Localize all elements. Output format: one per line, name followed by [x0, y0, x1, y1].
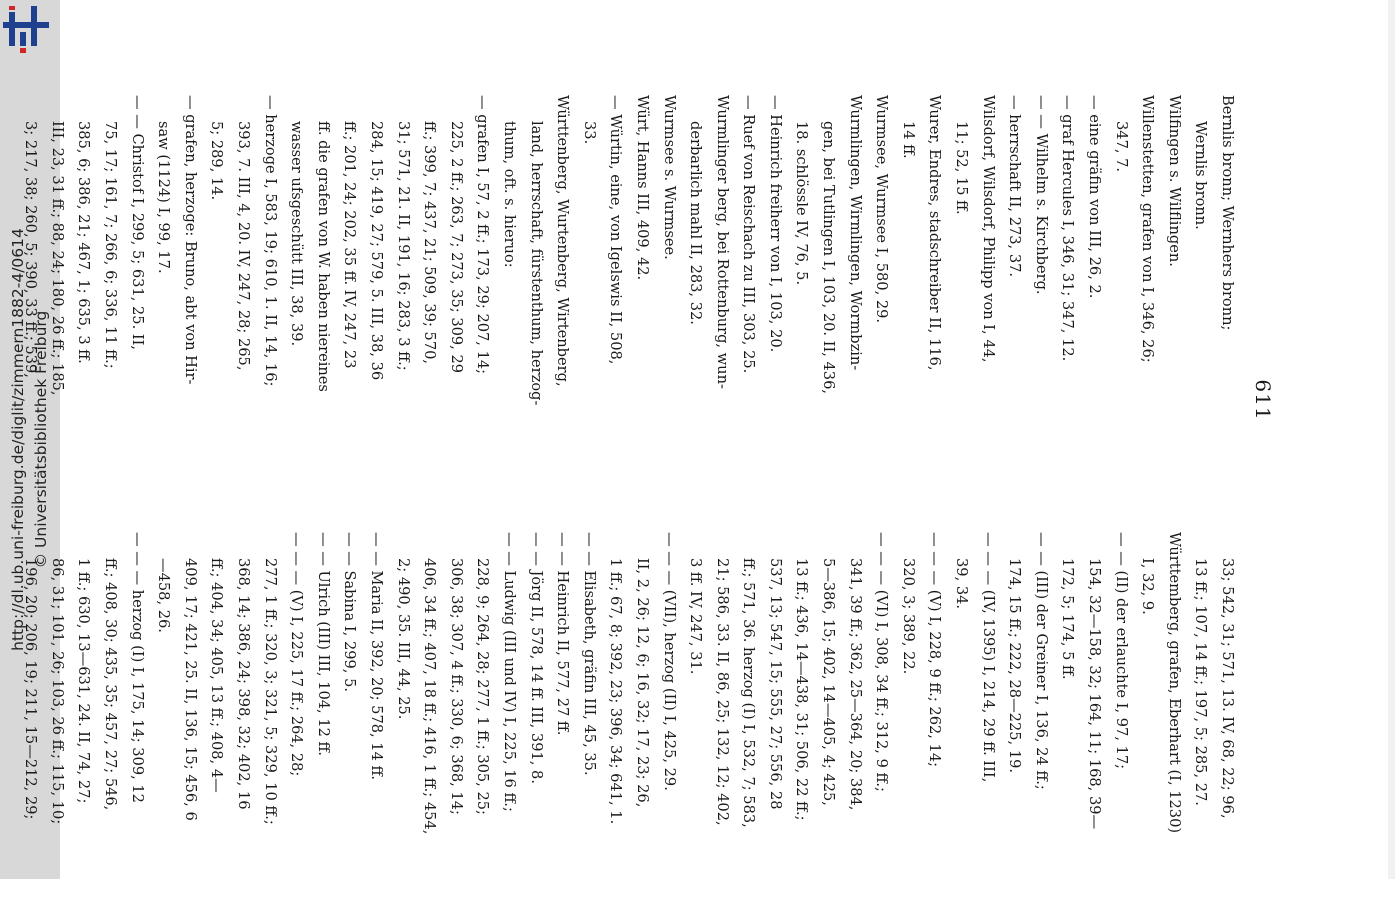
- index-line: — Würtin, eine, von Igelswis II, 508,: [607, 95, 625, 365]
- index-line: — eine gräfin von III, 26, 2.: [1086, 95, 1104, 299]
- index-line: derbarlich mahl II, 283, 32.: [687, 121, 705, 325]
- index-line: 172, 5; 174, 5 ff.: [1059, 558, 1077, 680]
- index-line: ff.; 404, 34; 405, 13 ff.; 408, 4—: [208, 558, 226, 793]
- index-line: Württenberg, Wurtenberg, Wirtenberg,: [554, 95, 572, 387]
- index-line: 368, 14; 386, 24; 398, 32; 402, 16: [235, 558, 253, 810]
- index-line: Wurmlinger berg, bei Rottenburg, wun-: [713, 95, 731, 389]
- index-line: 2; 490, 35. III, 44, 25.: [394, 558, 412, 720]
- index-line: —458, 26.: [155, 558, 173, 633]
- index-line: III, 23, 31 ff.; 88, 24; 180, 26 ff.; 185,: [48, 121, 66, 396]
- index-line: 33; 542, 31; 571, 13. IV, 68, 22; 96,: [1219, 558, 1236, 819]
- index-line: — graf Hercules I, 346, 31; 347, 12.: [1059, 95, 1077, 362]
- index-line: Würt, Hanns III, 409, 42.: [633, 95, 651, 281]
- index-line: 196, 20; 206, 19; 211, 15—212, 29;: [22, 558, 40, 820]
- index-line: — — — (V) I, 228, 9 ff.; 262, 14;: [926, 532, 944, 768]
- index-line: Bernlis bronn; Wernhers bronn;: [1219, 95, 1236, 331]
- index-line: 11; 52, 15 ff.: [953, 121, 971, 215]
- index-line: — — Wilhelm s. Kirchberg.: [1032, 95, 1050, 295]
- index-line: 154, 32—158, 32; 164, 11; 168, 39—: [1086, 558, 1104, 830]
- index-line: — — Christof I, 299, 5; 631, 25. II,: [128, 95, 146, 351]
- index-line: 39, 34.: [953, 558, 971, 610]
- index-line: I, 32, 9.: [1139, 558, 1157, 615]
- index-line: ff. die grafen von W. haben niereines: [314, 121, 332, 392]
- index-line: — — Sabina I, 299, 5.: [341, 532, 359, 693]
- index-line: — — Heinrich II, 577, 27 ff.: [554, 532, 572, 736]
- index-line: — — — (IV, 1395) I, 214, 29 ff. III,: [979, 532, 997, 783]
- index-line: II, 2, 26; 12, 6; 16, 32; 17, 23; 26,: [633, 558, 651, 808]
- index-line: 75, 17; 161, 7; 266, 6; 336, 11 ff.;: [102, 121, 120, 369]
- index-line: 409, 17; 421, 25. II, 136, 15; 456, 6: [181, 558, 199, 821]
- index-line: gen, bei Tutlingen I, 103, 20. II, 436,: [820, 121, 838, 395]
- index-line: — herzoge I, 583, 19; 610, 1. II, 14, 16;: [261, 95, 279, 387]
- index-line: Württemberg, grafen, Eberhart (I, 1230): [1165, 532, 1183, 834]
- index-line: 5; 289, 14.: [208, 121, 226, 201]
- index-line: 13 ff.; 436, 14—438, 31; 506, 22 ff.;: [793, 558, 811, 821]
- index-line: Wilsdorf, Wilsdorf, Philipp von I, 44,: [979, 95, 997, 363]
- index-line: — Ruef von Reischach zu III, 303, 25.: [740, 95, 758, 374]
- index-line: 1 ff.; 67, 8; 392, 23; 396, 34; 641, 1.: [607, 558, 625, 825]
- index-line: 18. schlössle IV, 76, 5.: [793, 121, 811, 286]
- index-line: Wilfingen s. Wilflingen.: [1165, 95, 1183, 267]
- index-line: — grafen, herzoge: Bruno, abt von Hir-: [181, 95, 199, 385]
- index-line: 385, 6; 386, 21; 467, 1; 635, 3 ff.: [75, 121, 93, 364]
- index-line: Wurmlingen, Wirmlingen, Wormbzin-: [846, 95, 864, 371]
- index-line: Wernlis bronn.: [1192, 121, 1210, 230]
- index-line: ff.; 408, 30; 435, 35; 457, 27; 546,: [102, 558, 120, 811]
- page-number: 611: [1251, 379, 1275, 421]
- index-line: 5—386, 15; 402, 14—405, 4; 425,: [820, 558, 838, 806]
- index-line: 13 ff.; 107, 14 ff.; 197, 5; 285, 27.: [1192, 558, 1210, 806]
- index-line: — — Elisabeth, gräfin III, 45, 35.: [580, 532, 598, 776]
- index-line: — herrschaft II, 273, 37.: [1006, 95, 1024, 278]
- index-line: — — (II) der erlauchte I, 97, 17;: [1112, 532, 1130, 770]
- index-line: 393, 7. III, 4, 20. IV, 247, 28; 265,: [235, 121, 253, 371]
- index-line: ff.; 571, 36. herzog (I) I, 532, 7; 583,: [740, 558, 758, 828]
- index-line: Wurmsee s. Wurmsee.: [660, 95, 678, 260]
- index-line: 341, 39 ff.; 362, 25—364, 20; 384,: [846, 558, 864, 811]
- right-column: [17, 532, 1240, 914]
- index-line: — — Ludwig (III und IV) I, 225, 16 ff.;: [500, 532, 518, 812]
- index-line: wasser ufsgeschütt III, 38, 39.: [288, 121, 306, 347]
- index-line: 320, 3; 389, 22.: [899, 558, 917, 675]
- index-line: 86, 31; 101, 26; 103, 26 ff.; 115, 10;: [48, 558, 66, 825]
- index-line: 406, 34 ff.; 407, 18 ff.; 416, 1 ff.; 454,: [421, 558, 439, 835]
- index-line: 1 ff.; 630, 13—631, 24. II, 74, 27;: [75, 558, 93, 804]
- index-line: 3; 217, 38; 260, 5; 390, 33 ff.; 539,: [22, 121, 40, 378]
- index-line: 33.: [580, 121, 598, 145]
- index-line: — Heinrich freiherr von I, 103, 20.: [766, 95, 784, 353]
- index-line: 284, 15; 419, 27; 579, 5. III, 38, 36: [368, 121, 385, 381]
- index-line: 537, 13; 547, 15; 555, 27; 556, 28: [766, 558, 784, 810]
- index-line: 228, 9; 264, 28; 277, 1 ff.; 305, 25;: [474, 558, 492, 815]
- index-line: — grafen I, 57, 2 ff.; 173, 29; 207, 14;: [474, 95, 492, 375]
- index-line: ff.; 201, 24; 202, 35 ff. IV, 247, 23: [341, 121, 359, 369]
- index-line: 14 ff.: [899, 121, 917, 159]
- index-line: — — Jörg II, 578, 14 ff. III, 391, 8.: [527, 532, 545, 784]
- index-line: — — Ulrich (III) III, 104, 12 ff.: [314, 532, 332, 757]
- index-line: ff.; 399, 7; 437, 21; 509, 39; 570,: [421, 121, 439, 365]
- index-line: 3 ff. IV, 247, 31.: [687, 558, 705, 675]
- permalink[interactable]: http://dl.ub.uni-freiburg.de/diglit/zimmern1882-4/0614: [9, 228, 27, 651]
- index-line: Willenstetten, grafen von I, 346, 26;: [1139, 95, 1157, 363]
- left-column: [17, 95, 1240, 477]
- index-line: Wurmsee, Wurmsee I, 580, 29.: [873, 95, 891, 324]
- index-line: 347, 7.: [1112, 121, 1130, 173]
- index-line: 174, 15 ff.; 222, 28—225, 19.: [1006, 558, 1024, 774]
- index-line: Wurer, Endres, stadschreiber II, 116,: [926, 95, 944, 371]
- index-line: land, herrschaft, fürstenthum, herzog-: [527, 121, 545, 406]
- index-line: — — — herzog (I) I, 175, 14; 309, 12: [128, 532, 146, 803]
- index-line: — — — (VII), herzog (II) I, 425, 29.: [660, 532, 678, 791]
- index-line: saw (1124) I, 99, 17.: [155, 121, 173, 274]
- index-line: — — — (VI) I, 308, 34 ff.; 312, 9 ff.;: [873, 532, 891, 792]
- index-line: 277, 1 ff.; 320, 3; 321, 5; 329, 10 ff.;: [261, 558, 279, 825]
- index-line: thum, oft. s. hieruo:: [500, 121, 518, 268]
- index-line: 225, 2 ff.; 263, 7; 273, 35; 309, 29: [447, 121, 465, 374]
- index-line: 21; 586, 33. II, 86, 25; 132, 12; 402,: [713, 558, 731, 826]
- index-line: 306, 38; 307, 4 ff.; 330, 6; 368, 14;: [447, 558, 465, 815]
- index-line: — — (III) der Greiner I, 136, 24 ff.;: [1032, 532, 1050, 790]
- scrollbar[interactable]: [1388, 0, 1395, 879]
- index-line: 31; 571, 21. II, 191, 16; 283, 3 ff.;: [394, 121, 412, 371]
- copyright-notice: © Universitätsbibliothek Freiburg: [32, 310, 50, 569]
- index-line: — — — (V) I, 225, 17 ff.; 264, 28;: [288, 532, 306, 777]
- index-line: — — Maria II, 392, 20; 578, 14 ff.: [368, 532, 385, 780]
